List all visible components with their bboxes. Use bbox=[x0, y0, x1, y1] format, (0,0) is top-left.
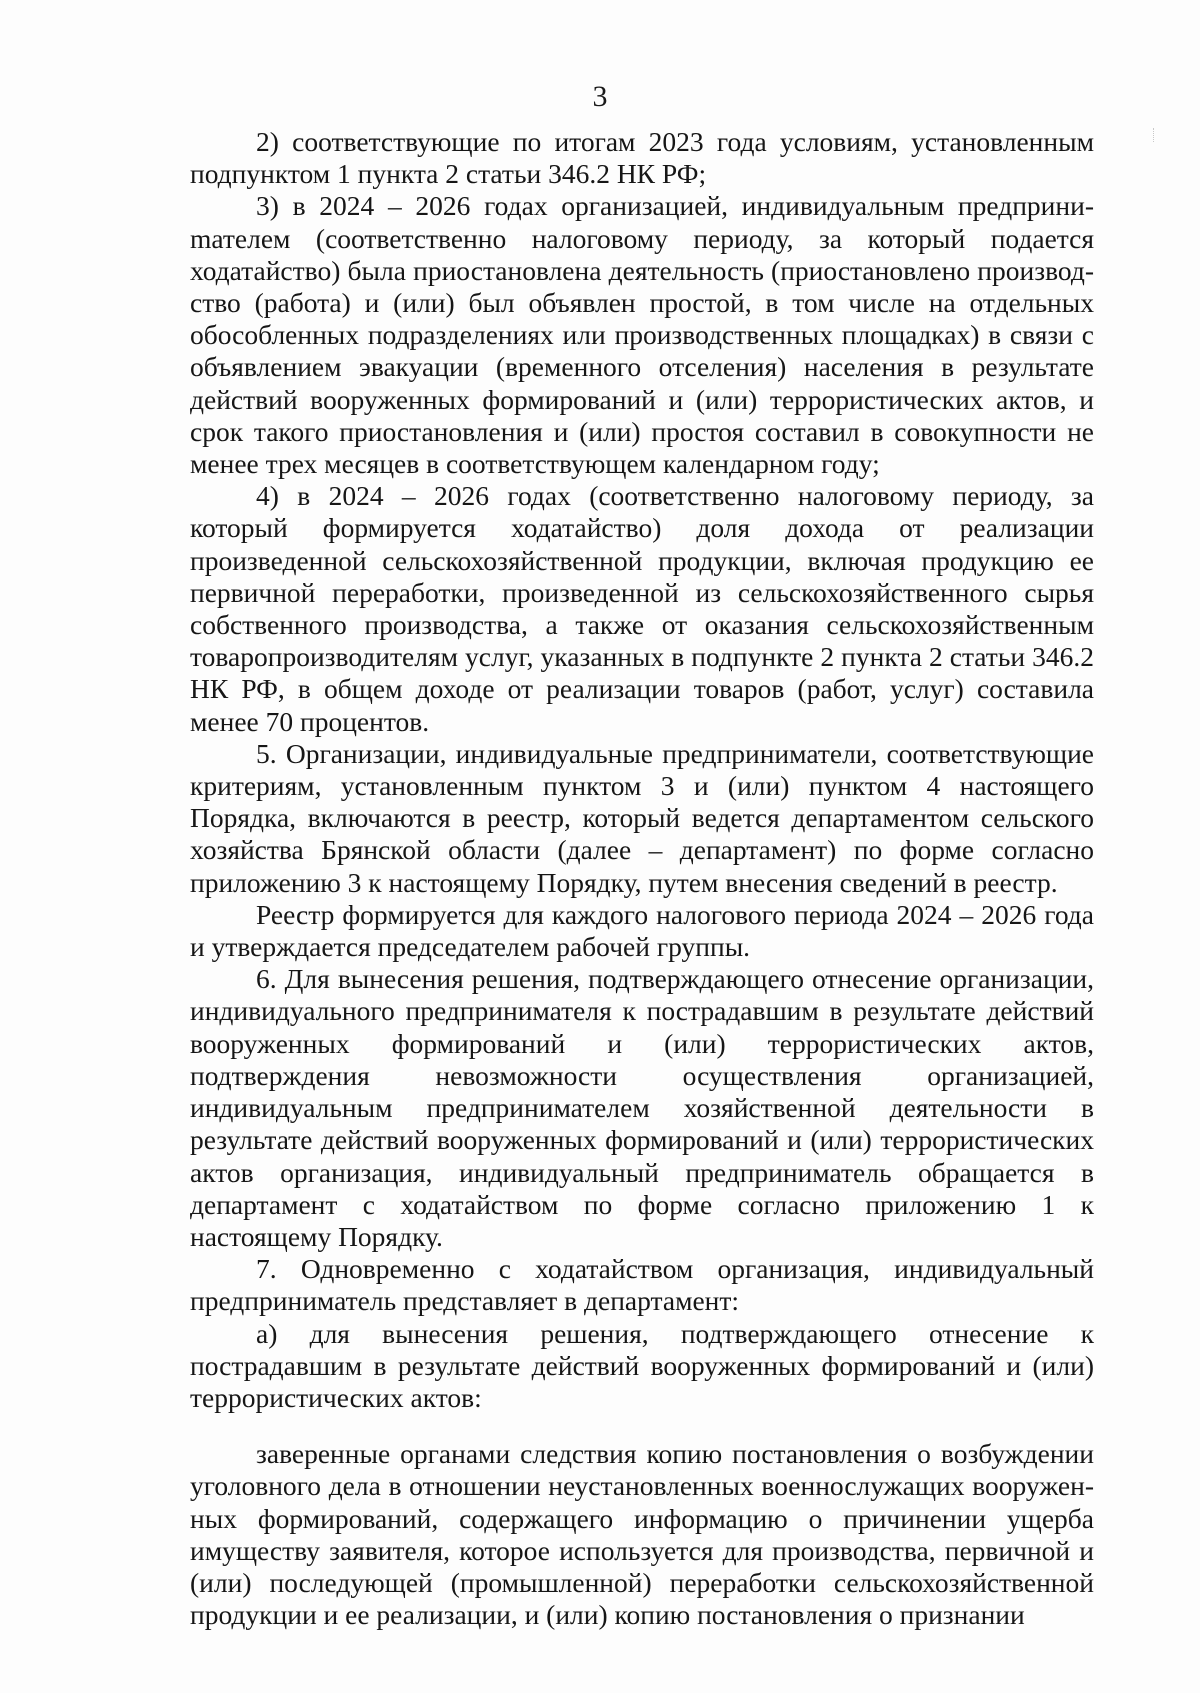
paragraph-item-2-criteria-2023: 2) соответствующие по итогам 2023 года условиям, установленным подпунктом 1 пункта 2 статьи 346.2 НК РФ; bbox=[190, 126, 1094, 190]
paragraph-item-3-suspension: 3) в 2024 – 2026 годах организацией, индивидуальным предприниmателем (соответственно налоговому периоду, за который подается ходатайство) была приостановлена деятельность (приостановлено производство (работа) и (или) был объявлен простой, в том числе на отдельных обособленных подразделениях или производственных площадках) в связи с объявлением эвакуации (временного отселения) населения в результате действий вооруженных формирований и (или) террористических актов, и срок такого приостановления и (или) простоя составил в совокупности не менее трех месяцев в соответствующем календарном году; bbox=[190, 190, 1094, 480]
paragraph-7-documents: 7. Одновременно с ходатайством организация, индивидуальный предприниматель представляет в департамент: bbox=[190, 1253, 1094, 1317]
paragraph-6-petition: 6. Для вынесения решения, подтверждающего отнесение организации, индивидуального предпринимателя к пострадавшим в результате действий вооруженных формирований и (или) террористических актов, подтверждения невозможности осуществления организацией, индивидуальным предпринимателем хозяйственной деятельности в результате действий вооруженных формирований и (или) террористических актов организация, индивидуальный предприниматель обращается в департамент с ходатайством по форме согласно приложению 1 к настоящему Порядку. bbox=[190, 963, 1094, 1252]
paragraph-7a-decision: а) для вынесения решения, подтверждающего отнесение к пострадавшим в результате действий вооруженных формирований и (или) террористических актов: bbox=[190, 1317, 1094, 1413]
paragraph-registry-formation: Реестр формируется для каждого налогового периода 2024 – 2026 года и утверждается председателем рабочей группы. bbox=[190, 898, 1094, 963]
paragraph-5-registry-inclusion: 5. Организации, индивидуальные предприниматели, соответствующие критериям, установленным пунктом 3 и (или) пунктом 4 настоящего Порядка, включаются в реестр, который ведется департаментом сельского хозяйства Брянской области (далее – департамент) по форме согласно приложению 3 к настоящему Порядку, путем внесения сведений в реестр. bbox=[190, 737, 1094, 898]
document-body bbox=[190, 126, 1094, 1631]
scan-artifact bbox=[1153, 128, 1160, 142]
paragraph-item-4-income-share: 4) в 2024 – 2026 годах (соответственно налоговому периоду, за который формируется ходатайство) доля дохода от реализации произведенной сельскохозяйственной продукции, включая продукцию ее первичной переработки, произведенной из сельскохозяйственного сырья собственного производства, а также от оказания сельскохозяйственным товаропроизводителям услуг, указанных в подпункте 2 пункта 2 статьи 346.2 НК РФ, в общем доходе от реализации товаров (работ, услуг) составила менее 70 процентов. bbox=[190, 480, 1094, 737]
page-number: 3 bbox=[592, 80, 608, 113]
paragraph-certified-copies: заверенные органами следствия копию постановления о возбуждении уголовного дела в отношении неустановленных военнослужащих вооруженных формирований, содержащего информацию о причинении ущерба имуществу заявителя, которое используется для производства, первичной и (или) последующей (промышленной) переработки сельскохозяйственной продукции и ее реализации, и (или) копию постановления о признании bbox=[190, 1438, 1094, 1631]
